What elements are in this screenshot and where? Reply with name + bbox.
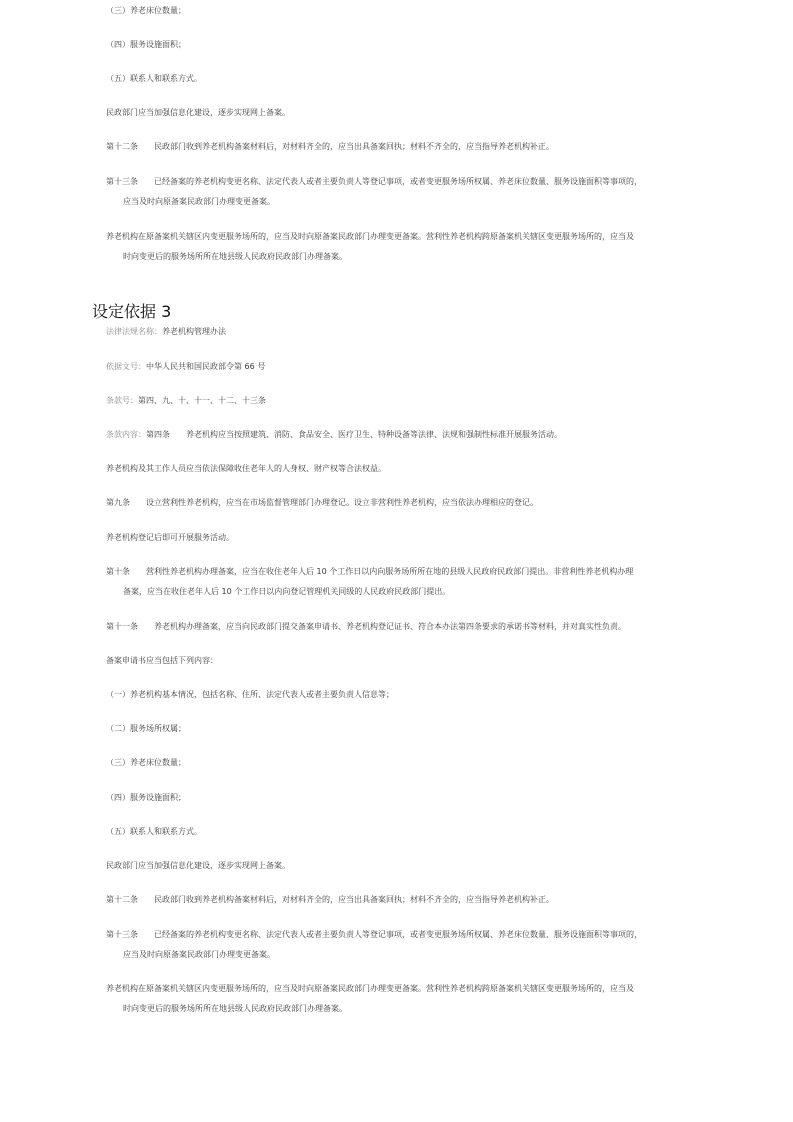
field-label: 法律法规名称：: [106, 327, 162, 336]
paragraph: 养老机构在原备案机关辖区内变更服务场所的，应当及时向原备案民政部门办理变更备案。营利性养老机构跨原备案机关辖区变更服务场所的，应当及: [106, 984, 634, 993]
paragraph: 养老机构登记后即可开展服务活动。: [106, 533, 234, 542]
article-text: 民政部门收到养老机构备案材料后，对材料齐全的，应当出具备案回执；材料不齐全的，应当指导养老机构补正。: [154, 142, 554, 151]
article-13-continued: 应当及时向原备案民政部门办理变更备案。: [123, 950, 275, 959]
law-name: [106, 326, 226, 338]
article-text: 民政部门收到养老机构备案材料后，对材料齐全的，应当出具备案回执；材料不齐全的，应当指导养老机构补正。: [154, 895, 554, 904]
article-label: 第十条: [106, 567, 130, 576]
document-number: [106, 361, 265, 373]
field-value: 中华人民共和国民政部令第 66 号: [146, 362, 266, 371]
article-text: 养老机构应当按照建筑、消防、食品安全、医疗卫生、特种设备等法律、法规和强制性标准开展服务活动。: [186, 430, 562, 439]
field-value: 第四、九、十、十一、十二、十三条: [138, 396, 266, 405]
paragraph: 养老机构及其工作人员应当依法保障收住老年人的人身权、财产权等合法权益。: [106, 464, 386, 473]
field-label: 条款号：: [106, 396, 138, 405]
article-12: [106, 141, 554, 153]
paragraph: 民政部门应当加强信息化建设，逐步实现网上备案。: [106, 108, 290, 117]
list-item: （四）服务设施面积；: [106, 40, 186, 49]
article-label: 第四条: [146, 430, 170, 439]
paragraph: 备案申请书应当包括下列内容：: [106, 656, 218, 665]
field-label: 依据文号：: [106, 362, 146, 371]
article-text: 已经备案的养老机构变更名称、法定代表人或者主要负责人等登记事项，或者变更服务场所权属、养老床位数量、服务设施面积等事项的，: [154, 177, 642, 186]
paragraph: 民政部门应当加强信息化建设，逐步实现网上备案。: [106, 861, 290, 870]
article-text: 设立营利性养老机构，应当在市场监督管理部门办理登记。设立非营利性养老机构，应当依法办理相应的登记。: [146, 498, 538, 507]
article-9: [106, 497, 538, 509]
article-13-continued: 应当及时向原备案民政部门办理变更备案。: [123, 197, 275, 206]
paragraph: 养老机构在原备案机关辖区内变更服务场所的，应当及时向原备案民政部门办理变更备案。营利性养老机构跨原备案机关辖区变更服务场所的，应当及: [106, 232, 634, 241]
article-label: 第十一条: [106, 622, 138, 631]
article-13: [106, 176, 642, 188]
list-item: （五）联系人和联系方式。: [106, 827, 202, 836]
paragraph-continued: 时向变更后的服务场所所在地县级人民政府民政部门办理备案。: [123, 252, 347, 261]
list-item: （三）养老床位数量；: [106, 758, 186, 767]
article-label: 第九条: [106, 498, 130, 507]
field-value: 养老机构管理办法: [162, 327, 226, 336]
list-item: （二）服务场所权属；: [106, 724, 186, 733]
article-10: [106, 566, 633, 578]
list-item: （三）养老床位数量；: [106, 6, 186, 15]
section-title: 设定依据 3: [92, 302, 172, 321]
article-12: [106, 894, 554, 906]
article-text: 养老机构办理备案，应当向民政部门提交备案申请书、养老机构登记证书、符合本办法第四条要求的承诺书等材料，并对真实性负责。: [154, 622, 626, 631]
list-item: （五）联系人和联系方式。: [106, 74, 202, 83]
article-label: 第十二条: [106, 895, 138, 904]
paragraph-continued: 时向变更后的服务场所所在地县级人民政府民政部门办理备案。: [123, 1004, 347, 1013]
article-13: [106, 929, 642, 941]
list-item: （四）服务设施面积；: [106, 793, 186, 802]
field-label: 条款内容：: [106, 430, 146, 439]
clause-number: [106, 395, 266, 407]
article-10-continued: 备案，应当在收住老年人后 10 个工作日以内向登记管理机关同级的人民政府民政部门提出。: [123, 587, 451, 596]
article-text: 营利性养老机构办理备案，应当在收住老年人后 10 个工作日以内向服务场所所在地的县级人民政府民政部门提出。非营利性养老机构办理: [146, 567, 634, 576]
article-11: [106, 621, 626, 633]
article-label: 第十二条: [106, 142, 138, 151]
article-label: 第十三条: [106, 930, 138, 939]
article-text: 已经备案的养老机构变更名称、法定代表人或者主要负责人等登记事项，或者变更服务场所权属、养老床位数量、服务设施面积等事项的，: [154, 930, 642, 939]
list-item: （一）养老机构基本情况，包括名称、住所、法定代表人或者主要负责人信息等；: [106, 690, 394, 699]
article-label: 第十三条: [106, 177, 138, 186]
clause-content: [106, 429, 562, 441]
